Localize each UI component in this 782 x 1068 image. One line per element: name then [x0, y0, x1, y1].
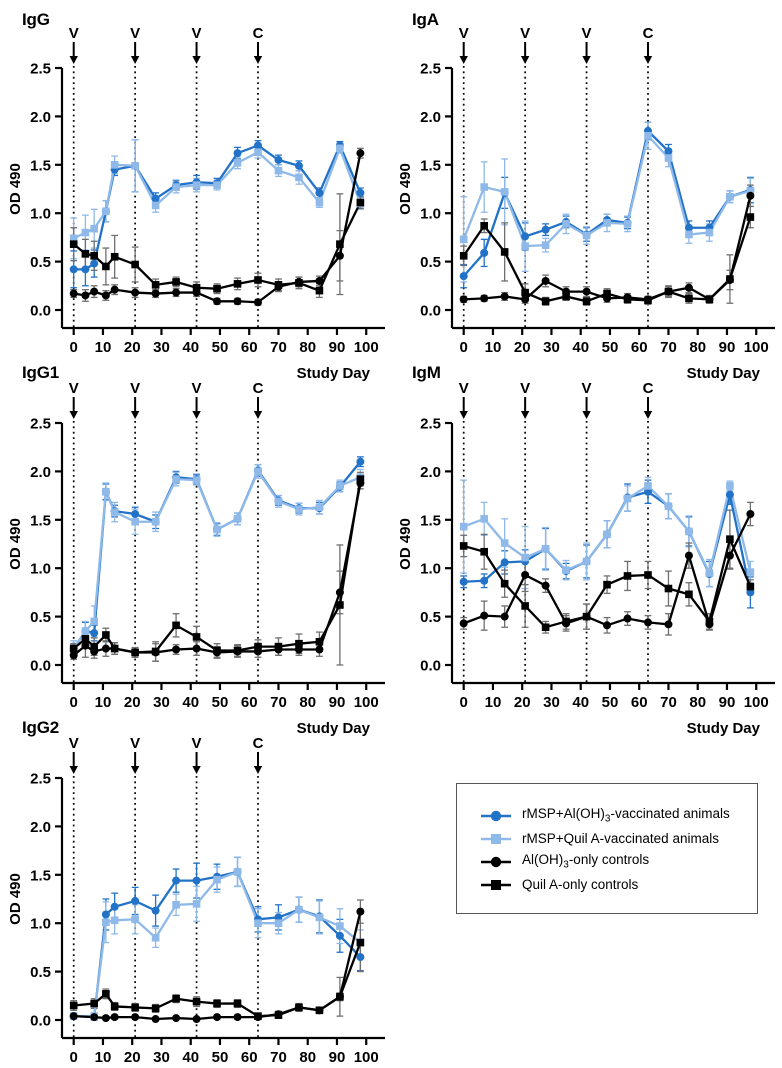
svg-text:0.0: 0.0 — [420, 302, 441, 320]
svg-text:1.5: 1.5 — [30, 157, 51, 175]
legend-marker-dark-blue-circle — [479, 807, 513, 825]
svg-text:V: V — [191, 25, 202, 42]
svg-text:100: 100 — [743, 694, 769, 711]
svg-text:V: V — [130, 25, 141, 42]
svg-text:C: C — [252, 380, 264, 397]
svg-text:10: 10 — [94, 694, 112, 711]
svg-text:C: C — [642, 380, 654, 397]
svg-text:OD 490: OD 490 — [7, 518, 24, 570]
legend-item — [479, 850, 757, 873]
svg-text:50: 50 — [601, 339, 619, 356]
svg-text:1.0: 1.0 — [420, 560, 441, 578]
panel-title-igg1: IgG1 — [22, 363, 59, 382]
svg-text:10: 10 — [94, 339, 112, 356]
svg-text:20: 20 — [513, 339, 531, 356]
svg-text:70: 70 — [660, 694, 677, 711]
svg-text:100: 100 — [353, 339, 379, 356]
svg-text:2.0: 2.0 — [420, 108, 441, 126]
svg-text:90: 90 — [718, 694, 736, 711]
svg-text:2.5: 2.5 — [30, 60, 51, 78]
legend-marker-light-blue-square — [479, 830, 513, 848]
svg-text:2.5: 2.5 — [420, 415, 441, 433]
svg-text:80: 80 — [689, 339, 707, 356]
legend-item — [479, 827, 757, 850]
svg-text:40: 40 — [182, 694, 200, 711]
svg-text:2.0: 2.0 — [30, 108, 51, 126]
svg-text:V: V — [520, 25, 531, 42]
svg-text:1.5: 1.5 — [30, 867, 51, 885]
svg-text:0: 0 — [459, 694, 468, 711]
svg-text:10: 10 — [484, 694, 502, 711]
svg-text:50: 50 — [211, 694, 229, 711]
svg-text:V: V — [68, 735, 79, 752]
svg-text:90: 90 — [328, 1049, 346, 1066]
svg-text:1.0: 1.0 — [30, 915, 51, 933]
svg-text:70: 70 — [270, 1049, 287, 1066]
svg-text:0.5: 0.5 — [420, 609, 441, 627]
svg-text:20: 20 — [513, 694, 531, 711]
svg-text:80: 80 — [299, 339, 317, 356]
svg-text:C: C — [252, 25, 264, 42]
svg-text:OD 490: OD 490 — [7, 163, 24, 215]
svg-text:Study Day: Study Day — [686, 720, 760, 737]
svg-text:V: V — [68, 25, 79, 42]
svg-text:0: 0 — [459, 339, 468, 356]
panel-title-iga: IgA — [412, 10, 439, 29]
chart-legend — [456, 783, 758, 914]
legend-marker-black-square — [479, 876, 513, 894]
svg-text:2.0: 2.0 — [30, 463, 51, 481]
svg-text:2.5: 2.5 — [30, 770, 51, 788]
svg-text:0.5: 0.5 — [30, 609, 51, 627]
svg-text:OD 490: OD 490 — [397, 518, 414, 570]
svg-text:Study Day: Study Day — [296, 720, 370, 737]
svg-text:50: 50 — [601, 694, 619, 711]
svg-text:2.5: 2.5 — [420, 60, 441, 78]
svg-text:C: C — [642, 25, 654, 42]
svg-text:10: 10 — [484, 339, 502, 356]
svg-text:60: 60 — [240, 694, 258, 711]
svg-text:V: V — [68, 380, 79, 397]
svg-text:2.5: 2.5 — [30, 415, 51, 433]
panel-igg2 — [0, 710, 392, 1068]
svg-text:10: 10 — [94, 1049, 112, 1066]
panel-title-igg: IgG — [22, 10, 50, 29]
svg-text:OD 490: OD 490 — [7, 873, 24, 925]
svg-text:0: 0 — [69, 694, 78, 711]
svg-text:100: 100 — [353, 694, 379, 711]
svg-text:0.0: 0.0 — [30, 302, 51, 320]
svg-text:2.0: 2.0 — [420, 463, 441, 481]
svg-text:100: 100 — [353, 1049, 379, 1066]
svg-text:0: 0 — [69, 339, 78, 356]
svg-text:V: V — [130, 735, 141, 752]
legend-item — [479, 804, 757, 827]
svg-text:0.0: 0.0 — [30, 657, 51, 675]
svg-text:60: 60 — [240, 1049, 258, 1066]
svg-text:V: V — [581, 25, 592, 42]
legend-label-3: Quil A-only controls — [522, 877, 639, 892]
svg-text:0.5: 0.5 — [30, 964, 51, 982]
svg-text:40: 40 — [182, 1049, 200, 1066]
svg-text:90: 90 — [328, 339, 346, 356]
svg-text:0.0: 0.0 — [420, 657, 441, 675]
svg-text:70: 70 — [660, 339, 677, 356]
svg-text:60: 60 — [630, 339, 648, 356]
svg-text:80: 80 — [689, 694, 707, 711]
svg-text:20: 20 — [123, 1049, 141, 1066]
svg-text:V: V — [458, 380, 469, 397]
svg-text:80: 80 — [299, 694, 317, 711]
svg-text:OD 490: OD 490 — [397, 163, 414, 215]
svg-text:1.0: 1.0 — [30, 560, 51, 578]
svg-text:40: 40 — [572, 339, 590, 356]
svg-text:40: 40 — [572, 694, 590, 711]
svg-text:Study Day: Study Day — [686, 365, 760, 382]
svg-text:60: 60 — [240, 339, 258, 356]
svg-text:40: 40 — [182, 339, 200, 356]
svg-text:2.0: 2.0 — [30, 818, 51, 836]
svg-text:V: V — [130, 380, 141, 397]
svg-text:V: V — [191, 380, 202, 397]
svg-text:1.0: 1.0 — [30, 205, 51, 223]
svg-text:1.5: 1.5 — [420, 157, 441, 175]
svg-text:C: C — [252, 735, 264, 752]
svg-text:0.5: 0.5 — [30, 254, 51, 272]
chart-igm — [390, 355, 782, 737]
svg-text:V: V — [458, 25, 469, 42]
svg-text:30: 30 — [153, 1049, 170, 1066]
legend-item — [479, 873, 757, 896]
svg-text:80: 80 — [299, 1049, 317, 1066]
svg-text:1.0: 1.0 — [420, 205, 441, 223]
svg-text:90: 90 — [328, 694, 346, 711]
svg-text:V: V — [191, 735, 202, 752]
legend-marker-black-circle — [479, 853, 513, 871]
svg-text:50: 50 — [211, 339, 229, 356]
svg-text:0: 0 — [69, 1049, 78, 1066]
svg-text:30: 30 — [543, 694, 560, 711]
svg-text:30: 30 — [153, 339, 170, 356]
svg-text:Study Day: Study Day — [296, 365, 370, 382]
svg-text:0.0: 0.0 — [30, 1012, 51, 1030]
svg-text:70: 70 — [270, 694, 287, 711]
svg-text:0.5: 0.5 — [420, 254, 441, 272]
svg-text:30: 30 — [543, 339, 560, 356]
svg-text:90: 90 — [718, 339, 736, 356]
panel-title-igm: IgM — [412, 363, 441, 382]
svg-text:1.5: 1.5 — [420, 512, 441, 530]
svg-text:100: 100 — [743, 339, 769, 356]
legend-label-2: $Al(OH)_3$-only controls — [522, 852, 650, 871]
svg-text:60: 60 — [630, 694, 648, 711]
svg-text:70: 70 — [270, 339, 287, 356]
svg-text:20: 20 — [123, 339, 141, 356]
panel-title-igg2: IgG2 — [22, 718, 59, 737]
panel-igm — [390, 355, 782, 737]
svg-text:20: 20 — [123, 694, 141, 711]
legend-label-0: $rMSP+Al(OH)_3$-vaccinated animals — [522, 806, 730, 825]
chart-igg2 — [0, 710, 392, 1068]
svg-text:V: V — [581, 380, 592, 397]
legend-label-1: rMSP+Quil A-vaccinated animals — [522, 831, 719, 846]
svg-text:1.5: 1.5 — [30, 512, 51, 530]
svg-text:V: V — [520, 380, 531, 397]
svg-text:50: 50 — [211, 1049, 229, 1066]
svg-text:30: 30 — [153, 694, 170, 711]
